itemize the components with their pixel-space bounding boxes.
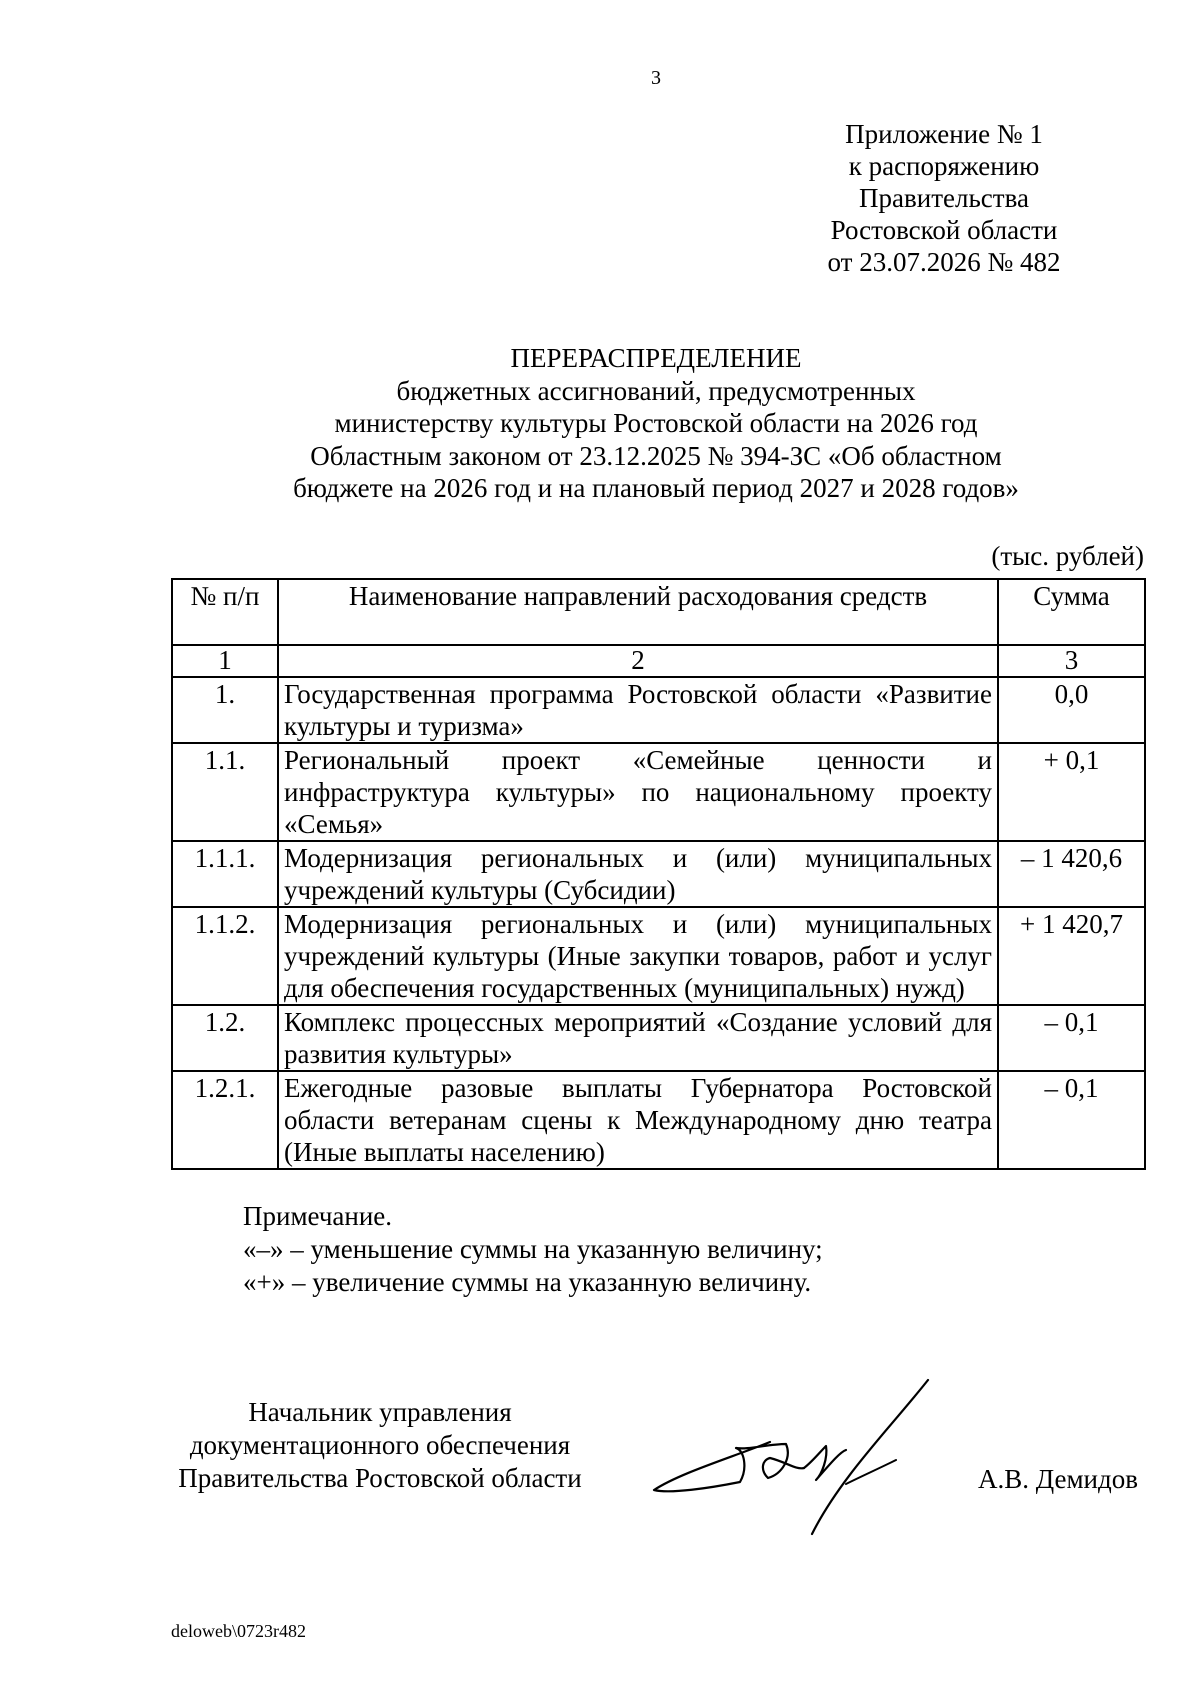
appendix-line: от 23.07.2026 № 482 bbox=[827, 247, 1061, 277]
table-row bbox=[172, 743, 1145, 841]
table-row bbox=[172, 1071, 1145, 1169]
appendix-block bbox=[800, 118, 1088, 278]
row-num: 1.2.1. bbox=[172, 1071, 278, 1169]
table-row bbox=[172, 907, 1145, 1005]
title-line: бюджетных ассигнований, предусмотренных bbox=[396, 375, 916, 406]
index-cell: 2 bbox=[278, 645, 998, 677]
signature-mark bbox=[640, 1378, 950, 1538]
row-sum: + 0,1 bbox=[998, 743, 1145, 841]
header-name: Наименование направлений расходования средств bbox=[278, 579, 998, 645]
appendix-line: Ростовской области bbox=[830, 215, 1058, 245]
signer-position bbox=[160, 1396, 600, 1495]
row-sum: – 1 420,6 bbox=[998, 841, 1145, 907]
signer-name: А.В. Демидов bbox=[977, 1464, 1138, 1494]
row-num: 1.2. bbox=[172, 1005, 278, 1071]
row-name: Комплекс процессных мероприятий «Создание условий для развития культуры» bbox=[278, 1005, 998, 1071]
table-header-row bbox=[172, 579, 1145, 645]
row-sum: 0,0 bbox=[998, 677, 1145, 743]
page-number: 3 bbox=[651, 67, 661, 89]
table-row bbox=[172, 1005, 1145, 1071]
notes-block bbox=[243, 1200, 823, 1299]
index-cell: 1 bbox=[172, 645, 278, 677]
row-name: Государственная программа Ростовской области «Развитие культуры и туризма» bbox=[278, 677, 998, 743]
signer-position-line: Начальник управления bbox=[248, 1397, 512, 1427]
notes-item: «+» – увеличение суммы на указанную величину. bbox=[243, 1267, 812, 1297]
document-reference: deloweb\0723r482 bbox=[171, 1621, 306, 1641]
row-name: Модернизация региональных и (или) муниципальных учреждений культуры (Субсидии) bbox=[278, 841, 998, 907]
notes-item: «–» – уменьшение суммы на указанную величину; bbox=[243, 1234, 823, 1264]
table-index-row bbox=[172, 645, 1145, 677]
row-name: Ежегодные разовые выплаты Губернатора Ростовской области ветеранам сцены к Международному дню театра (Иные выплаты населению) bbox=[278, 1071, 998, 1169]
row-sum: – 0,1 bbox=[998, 1005, 1145, 1071]
title-line: бюджете на 2026 год и на плановый период 2027 и 2028 годов» bbox=[293, 473, 1019, 503]
document-title bbox=[175, 342, 1137, 505]
notes-title: Примечание. bbox=[243, 1201, 393, 1231]
row-num: 1.1.1. bbox=[172, 841, 278, 907]
appendix-line: Правительства bbox=[859, 183, 1029, 213]
row-sum: – 0,1 bbox=[998, 1071, 1145, 1169]
title-heading: ПЕРЕРАСПРЕДЕЛЕНИЕ bbox=[510, 343, 802, 373]
header-sum: Сумма bbox=[998, 579, 1145, 645]
row-num: 1.1.2. bbox=[172, 907, 278, 1005]
title-line: Областным законом от 23.12.2025 № 394-ЗС «Об областном bbox=[310, 440, 1002, 471]
table-row bbox=[172, 677, 1145, 743]
appendix-line: Приложение № 1 bbox=[845, 119, 1043, 149]
row-num: 1. bbox=[172, 677, 278, 743]
row-num: 1.1. bbox=[172, 743, 278, 841]
index-cell: 3 bbox=[998, 645, 1145, 677]
row-name: Модернизация региональных и (или) муниципальных учреждений культуры (Иные закупки товаров, работ и услуг для обеспечения государственных (муниципальных) нужд) bbox=[278, 907, 998, 1005]
appendix-line: к распоряжению bbox=[848, 151, 1040, 181]
row-name: Региональный проект «Семейные ценности и инфраструктура культуры» по национальному проекту «Семья» bbox=[278, 743, 998, 841]
table-row bbox=[172, 841, 1145, 907]
header-num: № п/п bbox=[172, 579, 278, 645]
title-line: министерству культуры Ростовской области на 2026 год bbox=[334, 408, 978, 438]
units-label: (тыс. рублей) bbox=[991, 541, 1144, 571]
row-sum: + 1 420,7 bbox=[998, 907, 1145, 1005]
signer-position-line: документационного обеспечения bbox=[189, 1430, 571, 1460]
signer-position-line: Правительства Ростовской области bbox=[178, 1463, 582, 1493]
budget-table bbox=[171, 578, 1146, 1170]
